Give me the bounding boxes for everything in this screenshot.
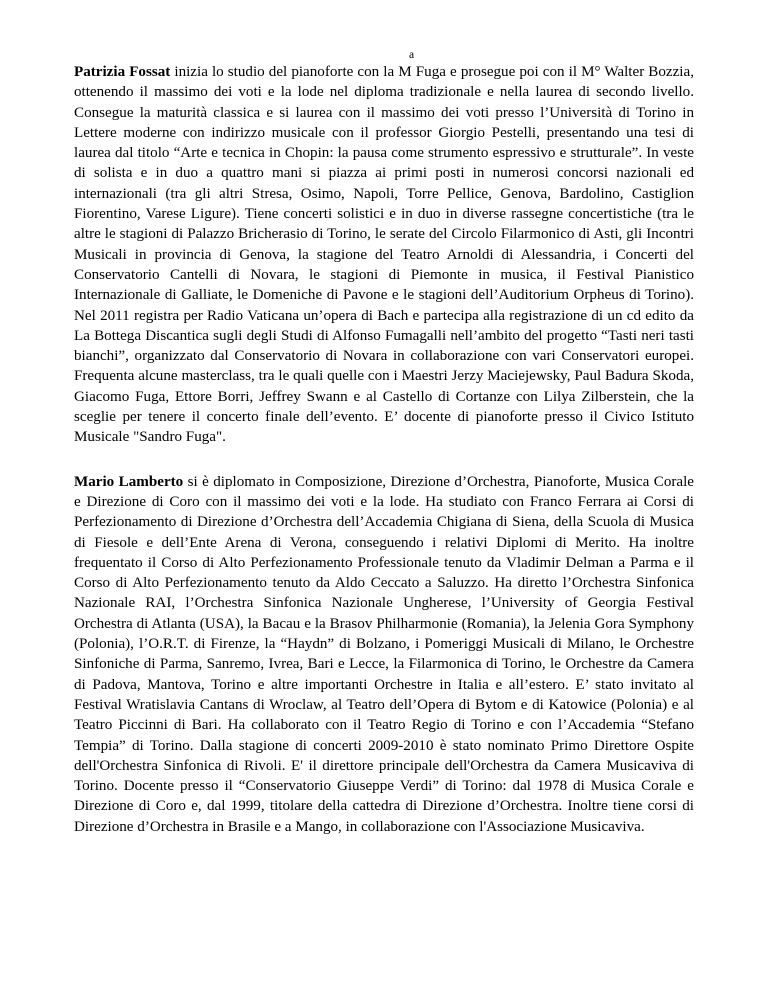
bio-paragraph-mario-lamberto: [74, 472, 694, 837]
bio-text: inizia lo studio del pianoforte con la M Fuga e prosegue poi con il M° Walter Bozzia, ottenendo il massimo dei voti e la lode nel diploma tradizionale e nella laurea di secondo livello. Consegue la maturità classica e si laurea con il massimo dei voti presso l’Università di Torino in Lettere moderne con indirizzo musicale con il professor Giorgio Pestelli, presentando una tesi di laurea dal titolo “Arte e tecnica in Chopin: la pausa come strumento espressivo e strutturale”. In veste di solista e in duo a quattro mani si piazza ai primi posti in numerosi concorsi nazionali ed internazionali (tra gli altri Stresa, Osimo, Napoli, Torre Pellice, Genova, Bardolino, Castiglion Fiorentino, Varese Ligure). Tiene concerti solistici e in duo in diverse rassegne concertistiche (tra le altre le stagioni di Palazzo Bricherasio di Torino, le serate del Circolo Filarmonico di Asti, gli Incontri Musicali in provincia di Genova, la stagione del Teatro Arnoldi di Alessandria, i Concerti del Conservatorio Cantelli di Novara, le stagioni di Piemonte in musica, il Festival Pianistico Internazionale di Galliate, le Domeniche di Pavone e le stagioni dell’Auditorium Orpheus di Torino). Nel 2011 registra per Radio Vaticana un’opera di Bach e partecipa alla registrazione di un cd edito da La Bottega Discantica sugli degli Studi di Alfonso Fumagalli nell’ambito del progetto “Tasti neri tasti bianchi”, organizzato dal Conservatorio di Novara in collaborazione con vari Conservatori europei. Frequenta alcune masterclass, tra le quali quelle con i Maestri Jerzy Maciejewsky, Paul Badura Skoda, Giacomo Fuga, Ettore Borri, Jeffrey Swann e al Castello di Cortanze con Lilya Zilberstein, che la sceglie per tenere il concerto finale dell’evento. E’ docente di pianoforte presso il Civico Istituto Musicale "Sandro Fuga".: [74, 64, 694, 446]
bio-name: Mario Lamberto: [74, 473, 184, 490]
bio-name: Patrizia Fossat: [74, 64, 171, 80]
superscript-mark: a: [409, 49, 415, 61]
bio-paragraph-patrizia-fossat: [74, 62, 694, 448]
document-page: [74, 49, 694, 837]
bio-text: si è diplomato in Composizione, Direzione d’Orchestra, Pianoforte, Musica Corale e Direzione di Coro con il massimo dei voti e la lode. Ha studiato con Franco Ferrara ai Corsi di Perfezionamento di Direzione d’Orchestra dell’Accademia Chigiana di Siena, della Scuola di Musica di Fiesole e dell’Ente Arena di Verona, conseguendo i relativi Diplomi di Merito. Ha inoltre frequentato il Corso di Alto Perfezionamento Professionale tenuto da Vladimir Delman a Parma e il Corso di Alto Perfezionamento tenuto da Aldo Ceccato a Saluzzo. Ha diretto l’Orchestra Sinfonica Nazionale RAI, l’Orchestra Sinfonica Nazionale Ungherese, l’University of Georgia Festival Orchestra di Atlanta (USA), la Bacau e la Brasov Philharmonie (Romania), la Jelenia Gora Symphony (Polonia), l’O.R.T. di Firenze, la “Haydn” di Bolzano, i Pomeriggi Musicali di Milano, le Orchestre Sinfoniche di Parma, Sanremo, Ivrea, Bari e Lecce, la Filarmonica di Torino, le Orchestre da Camera di Padova, Mantova, Torino e altre importanti Orchestre in Italia e all’estero. E’ stato invitato al Festival Wratislavia Cantans di Wroclaw, al Teatro dell’Opera di Bytom e di Katowice (Polonia) e al Teatro Piccinni di Bari. Ha collaborato con il Teatro Regio di Torino e con l’Accademia “Stefano Tempia” di Torino. Dalla stagione di concerti 2009-2010 è stato nominato Primo Direttore Ospite dell'Orchestra Sinfonica di Rivoli. E' il direttore principale dell'Orchestra da Camera Musicaviva di Torino. Docente presso il “Conservatorio Giuseppe Verdi” di Torino: dal 1978 di Musica Corale e Direzione di Coro e, dal 1999, titolare della cattedra di Direzione d’Orchestra. Inoltre tiene corsi di Direzione d’Orchestra in Brasile e a Mango, in collaborazione con l'Associazione Musicaviva.: [74, 473, 694, 835]
